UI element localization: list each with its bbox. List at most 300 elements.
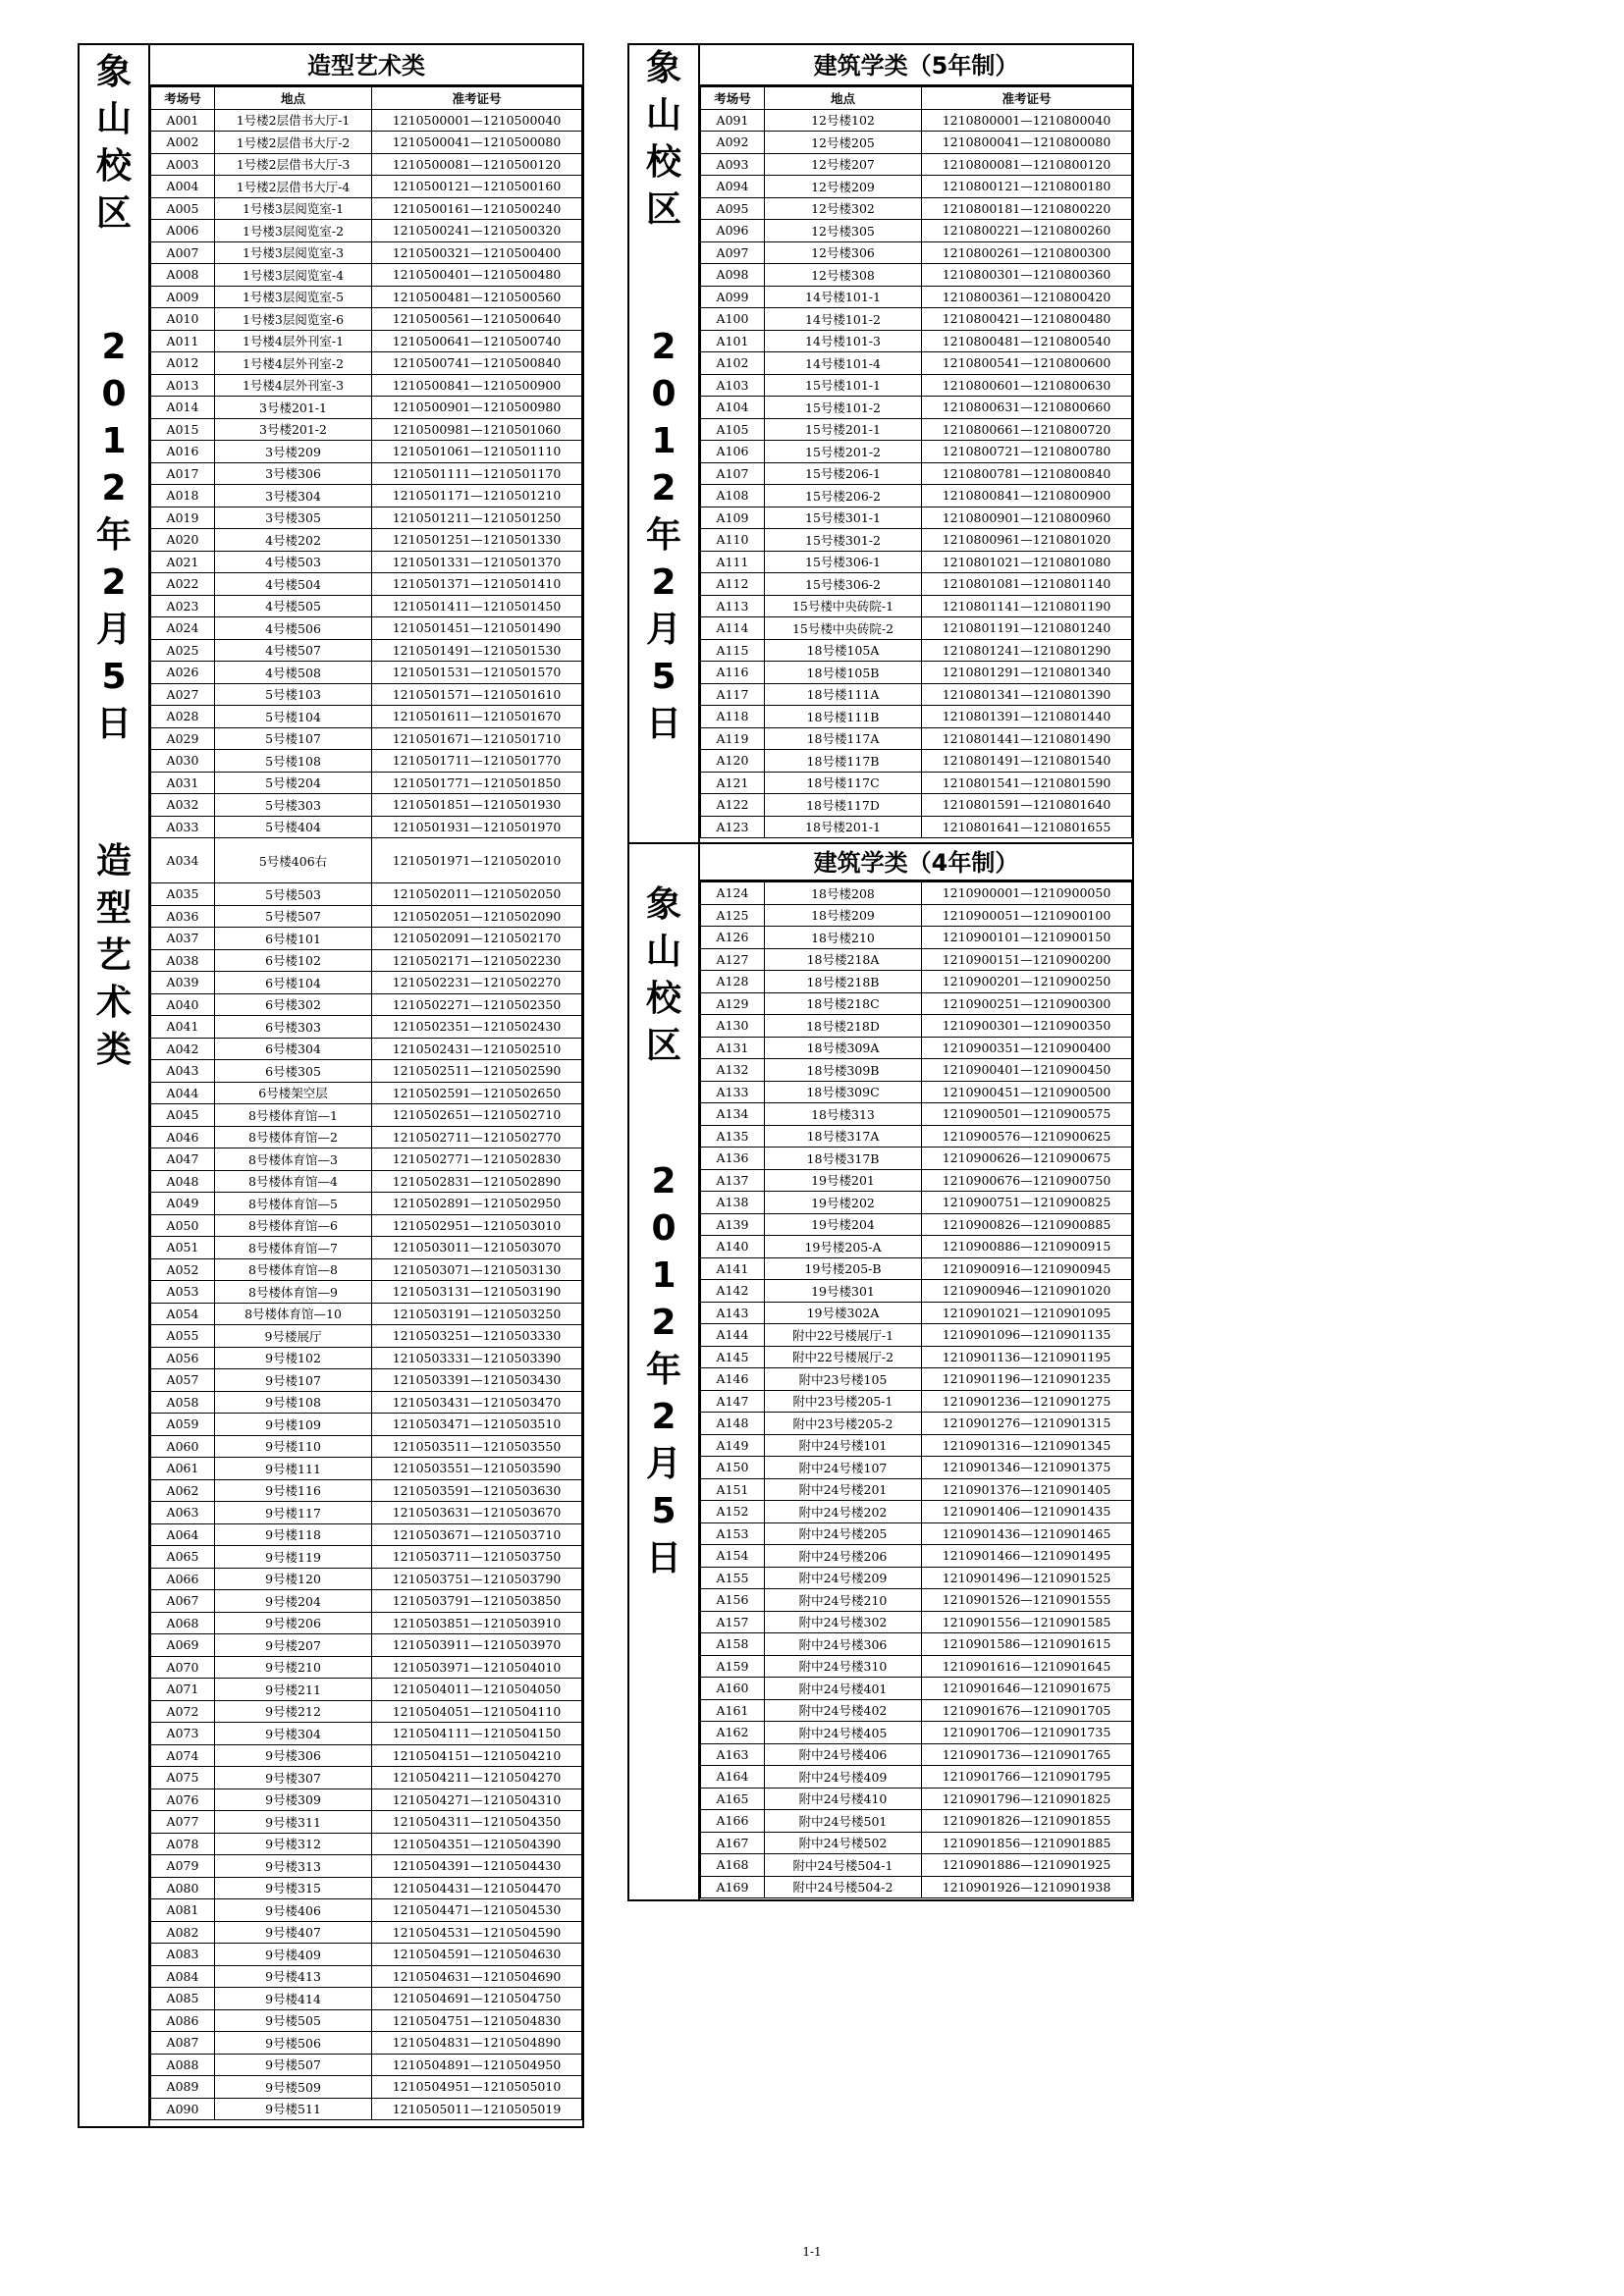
location: 18号楼218A <box>765 948 922 971</box>
room-number: A135 <box>701 1125 765 1148</box>
header-ticket: 准考证号 <box>372 87 582 110</box>
location: 18号楼105A <box>765 639 922 662</box>
table-row <box>151 264 582 287</box>
ticket-range: 1210901466—1210901495 <box>922 1545 1132 1568</box>
room-number: A048 <box>151 1170 215 1193</box>
left-header-row <box>151 87 582 110</box>
room-number: A107 <box>701 462 765 485</box>
ticket-range: 1210502271—1210502350 <box>372 993 582 1016</box>
ticket-range: 1210901706—1210901735 <box>922 1722 1132 1744</box>
location: 附中24号楼402 <box>765 1699 922 1722</box>
ticket-range: 1210900826—1210900885 <box>922 1213 1132 1236</box>
location: 15号楼306-1 <box>765 551 922 573</box>
room-number: A138 <box>701 1192 765 1214</box>
ticket-range: 1210504691—1210504750 <box>372 1988 582 2010</box>
room-number: A159 <box>701 1655 765 1678</box>
room-number: A108 <box>701 485 765 507</box>
ticket-range: 1210901316—1210901345 <box>922 1434 1132 1457</box>
room-number: A160 <box>701 1678 765 1700</box>
room-number: A114 <box>701 617 765 640</box>
location: 5号楼204 <box>215 772 372 794</box>
location: 附中24号楼210 <box>765 1589 922 1612</box>
room-number: A123 <box>701 816 765 838</box>
location: 9号楼展厅 <box>215 1325 372 1348</box>
room-number: A161 <box>701 1699 765 1722</box>
room-number: A150 <box>701 1457 765 1479</box>
page-number: 1-1 <box>802 2245 822 2259</box>
room-number: A164 <box>701 1766 765 1789</box>
location: 9号楼406 <box>215 1899 372 1922</box>
table-row <box>701 1192 1132 1214</box>
room-number: A052 <box>151 1258 215 1281</box>
ticket-range: 1210801141—1210801190 <box>922 595 1132 617</box>
room-number: A036 <box>151 905 215 928</box>
ticket-range: 1210900051—1210900100 <box>922 904 1132 927</box>
location: 附中24号楼504-1 <box>765 1854 922 1877</box>
ticket-range: 1210901436—1210901465 <box>922 1522 1132 1545</box>
location: 9号楼119 <box>215 1546 372 1569</box>
location: 18号楼117B <box>765 750 922 773</box>
ticket-range: 1210500161—1210500240 <box>372 197 582 220</box>
room-number: A142 <box>701 1280 765 1303</box>
ticket-range: 1210502831—1210502890 <box>372 1170 582 1193</box>
location: 6号楼104 <box>215 972 372 994</box>
location: 18号楼208 <box>765 882 922 905</box>
ticket-range: 1210500901—1210500980 <box>372 397 582 419</box>
room-number: A134 <box>701 1103 765 1126</box>
room-number: A033 <box>151 816 215 838</box>
ticket-range: 1210901886—1210901925 <box>922 1854 1132 1877</box>
ticket-range: 1210801291—1210801340 <box>922 662 1132 684</box>
location: 附中24号楼410 <box>765 1788 922 1810</box>
table-row <box>701 750 1132 773</box>
room-number: A078 <box>151 1833 215 1855</box>
location: 5号楼404 <box>215 816 372 838</box>
room-number: A097 <box>701 241 765 264</box>
room-number: A082 <box>151 1921 215 1944</box>
table-row <box>151 551 582 573</box>
ticket-range: 1210503331—1210503390 <box>372 1347 582 1369</box>
location: 19号楼301 <box>765 1280 922 1303</box>
table-row <box>701 904 1132 927</box>
room-number: A102 <box>701 352 765 375</box>
table-row <box>151 2076 582 2099</box>
table-row <box>151 1170 582 1193</box>
location: 1号楼4层外刊室-3 <box>215 374 372 397</box>
table-row <box>151 1767 582 1789</box>
ticket-range: 1210801021—1210801080 <box>922 551 1132 573</box>
table-row <box>701 176 1132 198</box>
left-side-label <box>80 45 150 2126</box>
right-bottom-side-campus: 象山校区 <box>645 884 681 1066</box>
room-number: A137 <box>701 1169 765 1192</box>
location: 9号楼311 <box>215 1811 372 1834</box>
ticket-range: 1210901676—1210901705 <box>922 1699 1132 1722</box>
location: 5号楼503 <box>215 883 372 906</box>
right-bottom-side-top-border <box>629 844 700 881</box>
location: 12号楼305 <box>765 220 922 242</box>
ticket-range: 1210800781—1210800840 <box>922 462 1132 485</box>
location: 9号楼206 <box>215 1612 372 1634</box>
table-row <box>701 1257 1132 1280</box>
location: 3号楼305 <box>215 507 372 529</box>
table-row <box>701 1743 1132 1766</box>
ticket-range: 1210800081—1210800120 <box>922 153 1132 176</box>
table-row <box>701 1434 1132 1457</box>
room-number: A153 <box>701 1522 765 1545</box>
room-number: A136 <box>701 1148 765 1170</box>
location: 1号楼3层阅览室-2 <box>215 220 372 242</box>
ticket-range: 1210500121—1210500160 <box>372 176 582 198</box>
location: 1号楼2层借书大厅-4 <box>215 176 372 198</box>
table-row <box>151 1193 582 1215</box>
room-number: A084 <box>151 1965 215 1988</box>
table-row <box>151 507 582 529</box>
ticket-range: 1210502591—1210502650 <box>372 1082 582 1104</box>
location: 18号楼105B <box>765 662 922 684</box>
location: 附中24号楼206 <box>765 1545 922 1568</box>
table-row <box>701 507 1132 529</box>
table-row <box>151 1568 582 1590</box>
room-number: A054 <box>151 1303 215 1325</box>
location: 附中24号楼310 <box>765 1655 922 1678</box>
ticket-range: 1210900946—1210901020 <box>922 1280 1132 1303</box>
ticket-range: 1210501331—1210501370 <box>372 551 582 573</box>
ticket-range: 1210504311—1210504350 <box>372 1811 582 1834</box>
room-number: A169 <box>701 1876 765 1898</box>
ticket-range: 1210900886—1210900915 <box>922 1236 1132 1258</box>
location: 附中24号楼302 <box>765 1611 922 1633</box>
ticket-range: 1210503131—1210503190 <box>372 1281 582 1304</box>
room-number: A043 <box>151 1060 215 1083</box>
ticket-range: 1210900401—1210900450 <box>922 1059 1132 1082</box>
ticket-range: 1210500641—1210500740 <box>372 330 582 352</box>
table-row <box>701 1876 1132 1898</box>
ticket-range: 1210800301—1210800360 <box>922 264 1132 287</box>
ticket-range: 1210502351—1210502430 <box>372 1016 582 1039</box>
table-row <box>701 1722 1132 1744</box>
ticket-range: 1210504591—1210504630 <box>372 1944 582 1966</box>
table-row <box>151 2098 582 2120</box>
table-row <box>151 1590 582 1613</box>
location: 18号楼313 <box>765 1103 922 1126</box>
room-number: A168 <box>701 1854 765 1877</box>
room-number: A155 <box>701 1567 765 1589</box>
table-row <box>701 1103 1132 1126</box>
right-top-header-row <box>701 87 1132 110</box>
table-row <box>701 109 1132 132</box>
table-row <box>151 883 582 906</box>
table-row <box>151 2054 582 2076</box>
table-row <box>701 639 1132 662</box>
ticket-range: 1210500561—1210500640 <box>372 308 582 331</box>
ticket-range: 1210503791—1210503850 <box>372 1590 582 1613</box>
ticket-range: 1210800601—1210800630 <box>922 374 1132 397</box>
table-row <box>701 1037 1132 1059</box>
room-number: A029 <box>151 727 215 750</box>
location: 4号楼503 <box>215 551 372 573</box>
location: 1号楼3层阅览室-5 <box>215 286 372 308</box>
ticket-range: 1210503511—1210503550 <box>372 1435 582 1458</box>
location: 附中22号楼展厅-2 <box>765 1346 922 1368</box>
table-row <box>701 1081 1132 1103</box>
ticket-range: 1210502011—1210502050 <box>372 883 582 906</box>
ticket-range: 1210501611—1210501670 <box>372 706 582 728</box>
table-row <box>151 397 582 419</box>
location: 4号楼505 <box>215 595 372 617</box>
room-number: A086 <box>151 2009 215 2032</box>
table-row <box>151 1126 582 1148</box>
ticket-range: 1210502431—1210502510 <box>372 1038 582 1060</box>
table-row <box>151 1435 582 1458</box>
location: 6号楼305 <box>215 1060 372 1083</box>
ticket-range: 1210800661—1210800720 <box>922 418 1132 441</box>
location: 1号楼2层借书大厅-2 <box>215 132 372 154</box>
room-number: A081 <box>151 1899 215 1922</box>
location: 18号楼111A <box>765 683 922 706</box>
header-ticket: 准考证号 <box>922 87 1132 110</box>
room-number: A113 <box>701 595 765 617</box>
ticket-range: 1210503471—1210503510 <box>372 1414 582 1436</box>
table-row <box>151 441 582 463</box>
room-number: A020 <box>151 529 215 552</box>
ticket-range: 1210501671—1210501710 <box>372 727 582 750</box>
table-row <box>701 1346 1132 1368</box>
location: 12号楼205 <box>765 132 922 154</box>
ticket-range: 1210901766—1210901795 <box>922 1766 1132 1789</box>
table-row <box>701 706 1132 728</box>
location: 6号楼102 <box>215 949 372 972</box>
ticket-range: 1210502891—1210502950 <box>372 1193 582 1215</box>
location: 8号楼体育馆—2 <box>215 1126 372 1148</box>
table-row <box>701 1522 1132 1545</box>
location: 9号楼207 <box>215 1634 372 1657</box>
left-side-category: 造型艺术类 <box>95 841 132 1070</box>
ticket-range: 1210901406—1210901435 <box>922 1501 1132 1523</box>
location: 12号楼306 <box>765 241 922 264</box>
room-number: A140 <box>701 1236 765 1258</box>
location: 8号楼体育馆—9 <box>215 1281 372 1304</box>
room-number: A049 <box>151 1193 215 1215</box>
room-number: A041 <box>151 1016 215 1039</box>
room-number: A109 <box>701 507 765 529</box>
location: 附中24号楼202 <box>765 1501 922 1523</box>
table-row <box>701 927 1132 949</box>
location: 9号楼309 <box>215 1789 372 1811</box>
ticket-range: 1210501211—1210501250 <box>372 507 582 529</box>
ticket-range: 1210504431—1210504470 <box>372 1877 582 1899</box>
ticket-range: 1210901346—1210901375 <box>922 1457 1132 1479</box>
room-number: A092 <box>701 132 765 154</box>
ticket-range: 1210900151—1210900200 <box>922 948 1132 971</box>
table-row <box>701 286 1132 308</box>
room-number: A101 <box>701 330 765 352</box>
ticket-range: 1210503911—1210503970 <box>372 1634 582 1657</box>
table-row <box>701 1589 1132 1612</box>
ticket-range: 1210901616—1210901645 <box>922 1655 1132 1678</box>
room-number: A127 <box>701 948 765 971</box>
ticket-range: 1210501711—1210501770 <box>372 750 582 773</box>
table-row <box>701 1478 1132 1501</box>
room-number: A065 <box>151 1546 215 1569</box>
room-number: A128 <box>701 971 765 993</box>
room-number: A106 <box>701 441 765 463</box>
location: 12号楼207 <box>765 153 922 176</box>
location: 9号楼413 <box>215 1965 372 1988</box>
room-number: A143 <box>701 1302 765 1324</box>
location: 3号楼306 <box>215 462 372 485</box>
ticket-range: 1210501491—1210501530 <box>372 639 582 662</box>
location: 9号楼212 <box>215 1700 372 1723</box>
room-number: A116 <box>701 662 765 684</box>
table-row <box>151 1060 582 1083</box>
table-row <box>151 1523 582 1546</box>
ticket-range: 1210503551—1210503590 <box>372 1458 582 1480</box>
room-number: A094 <box>701 176 765 198</box>
table-row <box>151 374 582 397</box>
ticket-range: 1210503191—1210503250 <box>372 1303 582 1325</box>
room-number: A018 <box>151 485 215 507</box>
table-row <box>151 1899 582 1922</box>
location: 3号楼209 <box>215 441 372 463</box>
ticket-range: 1210500041—1210500080 <box>372 132 582 154</box>
room-number: A146 <box>701 1368 765 1391</box>
right-bottom-side-label <box>629 881 700 1899</box>
location: 9号楼306 <box>215 1744 372 1767</box>
room-number: A067 <box>151 1590 215 1613</box>
table-row <box>151 132 582 154</box>
room-number: A105 <box>701 418 765 441</box>
table-row <box>151 993 582 1016</box>
ticket-range: 1210901796—1210901825 <box>922 1788 1132 1810</box>
table-row <box>151 2009 582 2032</box>
ticket-range: 1210502771—1210502830 <box>372 1148 582 1171</box>
location: 6号楼303 <box>215 1016 372 1039</box>
ticket-range: 1210500841—1210500900 <box>372 374 582 397</box>
location: 18号楼218B <box>765 971 922 993</box>
room-number: A074 <box>151 1744 215 1767</box>
room-number: A064 <box>151 1523 215 1546</box>
ticket-range: 1210800041—1210800080 <box>922 132 1132 154</box>
room-number: A001 <box>151 109 215 132</box>
table-row <box>701 948 1132 971</box>
room-number: A038 <box>151 949 215 972</box>
ticket-range: 1210502231—1210502270 <box>372 972 582 994</box>
ticket-range: 1210503671—1210503710 <box>372 1523 582 1546</box>
ticket-range: 1210500741—1210500840 <box>372 352 582 375</box>
ticket-range: 1210502171—1210502230 <box>372 949 582 972</box>
right-top-side-date: 2012年2月5日 <box>645 327 681 744</box>
table-row <box>701 1169 1132 1192</box>
ticket-range: 1210800841—1210800900 <box>922 485 1132 507</box>
right-top-side-campus: 象山校区 <box>645 48 681 230</box>
right-bottom-side-date: 2012年2月5日 <box>645 1161 681 1578</box>
room-number: A117 <box>701 683 765 706</box>
ticket-range: 1210501371—1210501410 <box>372 573 582 596</box>
location: 19号楼302A <box>765 1302 922 1324</box>
room-number: A110 <box>701 529 765 552</box>
location: 18号楼209 <box>765 904 922 927</box>
right-top-table <box>700 86 1132 838</box>
room-number: A058 <box>151 1391 215 1414</box>
table-row <box>701 1832 1132 1854</box>
location: 4号楼506 <box>215 617 372 640</box>
location: 9号楼210 <box>215 1656 372 1679</box>
location: 1号楼4层外刊室-1 <box>215 330 372 352</box>
room-number: A093 <box>701 153 765 176</box>
location: 8号楼体育馆—3 <box>215 1148 372 1171</box>
ticket-range: 1210801191—1210801240 <box>922 617 1132 640</box>
room-number: A072 <box>151 1700 215 1723</box>
table-row <box>151 1347 582 1369</box>
location: 附中24号楼306 <box>765 1633 922 1656</box>
ticket-range: 1210800541—1210800600 <box>922 352 1132 375</box>
table-row <box>701 992 1132 1015</box>
room-number: A050 <box>151 1214 215 1237</box>
location: 15号楼101-1 <box>765 374 922 397</box>
location: 9号楼304 <box>215 1723 372 1745</box>
left-category-title: 造型艺术类 <box>150 45 582 86</box>
room-number: A085 <box>151 1988 215 2010</box>
table-row <box>151 1148 582 1171</box>
ticket-range: 1210800631—1210800660 <box>922 397 1132 419</box>
ticket-range: 1210800481—1210800540 <box>922 330 1132 352</box>
location: 1号楼2层借书大厅-3 <box>215 153 372 176</box>
location: 18号楼201-1 <box>765 816 922 838</box>
table-row <box>701 308 1132 331</box>
ticket-range: 1210504831—1210504890 <box>372 2032 582 2055</box>
location: 18号楼210 <box>765 927 922 949</box>
room-number: A059 <box>151 1414 215 1436</box>
location: 附中23号楼205-2 <box>765 1413 922 1435</box>
location: 9号楼116 <box>215 1479 372 1502</box>
ticket-range: 1210901376—1210901405 <box>922 1478 1132 1501</box>
right-bottom-table <box>700 881 1132 1898</box>
ticket-range: 1210901196—1210901235 <box>922 1368 1132 1391</box>
ticket-range: 1210501411—1210501450 <box>372 595 582 617</box>
table-row <box>701 485 1132 507</box>
room-number: A017 <box>151 462 215 485</box>
room-number: A002 <box>151 132 215 154</box>
room-number: A125 <box>701 904 765 927</box>
table-row <box>701 397 1132 419</box>
ticket-range: 1210901586—1210901615 <box>922 1633 1132 1656</box>
table-row <box>151 153 582 176</box>
table-row <box>701 727 1132 750</box>
location: 附中23号楼105 <box>765 1368 922 1391</box>
location: 18号楼111B <box>765 706 922 728</box>
location: 9号楼102 <box>215 1347 372 1369</box>
location: 附中24号楼201 <box>765 1478 922 1501</box>
room-number: A045 <box>151 1104 215 1127</box>
ticket-range: 1210503631—1210503670 <box>372 1502 582 1524</box>
room-number: A126 <box>701 927 765 949</box>
location: 9号楼507 <box>215 2054 372 2076</box>
table-row <box>701 617 1132 640</box>
table-row <box>151 1502 582 1524</box>
room-number: A025 <box>151 639 215 662</box>
table-row <box>151 1877 582 1899</box>
table-row <box>701 1655 1132 1678</box>
room-number: A090 <box>151 2098 215 2120</box>
room-number: A030 <box>151 750 215 773</box>
table-row <box>151 1258 582 1281</box>
ticket-range: 1210800901—1210800960 <box>922 507 1132 529</box>
ticket-range: 1210504391—1210504430 <box>372 1855 582 1878</box>
room-number: A089 <box>151 2076 215 2099</box>
room-number: A003 <box>151 153 215 176</box>
table-row <box>151 1612 582 1634</box>
